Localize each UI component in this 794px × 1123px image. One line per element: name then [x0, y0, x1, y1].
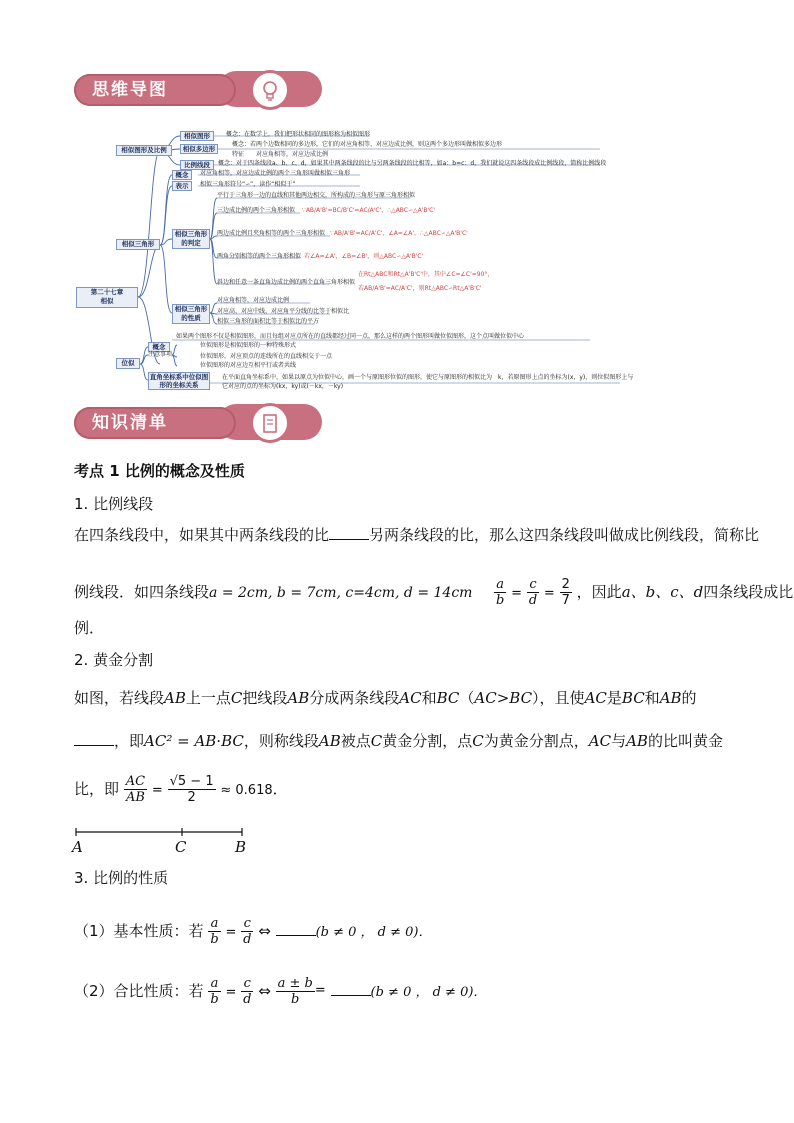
- leaf-17: 位似图形，对应顶点的连线所在的直线相交于一点: [200, 353, 333, 360]
- sub-homothety-concept: 概念: [148, 342, 170, 352]
- leaf-9: 两边成比例且夹角相等的两个三角形相似: [217, 230, 326, 237]
- p2-title: 2. 黄金分割: [74, 651, 154, 669]
- segment-label-a: A: [72, 838, 83, 856]
- p1-values: a = 2cm, b = 7cm, c=4cm, d = 14cm: [209, 585, 473, 601]
- p2-line2: ，即AC² = AB·BC，则称线段AB被点C黄金分割，点C为黄金分割点，AC与AB的比叫黄金: [74, 731, 723, 751]
- p1-text-b: 另两条线段的比，那么这四条线段叫做成比例线段，简称比: [369, 526, 760, 544]
- leaf-2: 概念：若两个边数相同的多边形，它们的对应角相等、对应边成比例，则这两个多边形叫做相似多边形: [232, 141, 503, 148]
- p1-line2: 例线段．如四条线段a = 2cm, b = 7cm, c=4cm, d = 14cm $\frac{a}{b}$ = $\frac{c}{d}$ = $\frac{2}{7}$ ，因此a、b、c、d四条线段成比: [74, 577, 794, 608]
- p1-text-f: 四条线段成比: [703, 583, 794, 601]
- notebook-icon: [250, 403, 290, 443]
- sub-judgement: 相似三角形的判定: [172, 229, 210, 249]
- leaf-8-formula: ∵AB/A'B'=BC/B'C'=AC/A'C'，∴△ABC∽△A'B'C': [302, 207, 435, 214]
- leaf-11-formula-a: 在Rt△ABC和Rt△A'B'C'中，其中∠C=∠C'=90°，: [358, 271, 494, 278]
- answer-blank[interactable]: [329, 525, 369, 540]
- p1-line1: [74, 525, 759, 545]
- p1-title: 1. 比例线段: [74, 495, 154, 513]
- leaf-14: 相似三角形的面积比等于相似比的平方: [217, 318, 320, 325]
- leaf-9-formula: ∵AB/A'B'=AC/A'C'，∠A=∠A'，∴△ABC∽△A'B'C': [330, 230, 468, 237]
- leaf-12: 对应角相等，对应边成比例: [217, 297, 290, 304]
- sub-coordinates: 直角坐标系中位似图形的坐标关系: [149, 373, 209, 389]
- branch-similar-triangles: 相似三角形: [116, 239, 160, 250]
- p3-title: 3. 比例的性质: [74, 869, 169, 887]
- golden-section-segment: [70, 826, 260, 862]
- leaf-5: 对应角相等，对应边成比例的两个三角形叫做相似三角形: [200, 170, 351, 177]
- p1-text-c: 例线段．如四条线段: [74, 583, 210, 601]
- leaf-16: 位似图形是相似图形的一种特殊形式: [200, 342, 297, 349]
- p1-text-e: a、b、c、d: [621, 583, 704, 601]
- answer-blank[interactable]: [331, 981, 371, 996]
- fraction-2-7: $\frac{2}{7}$: [561, 577, 570, 608]
- leaf-15: 如果两个图形不仅是相似图形，而且每组对应点所在的直线都经过同一点，那么这样的两个图形叫做位似图形，这个点叫做位似中心: [176, 333, 525, 340]
- knowledge-banner-title: 知识清单: [74, 407, 236, 439]
- branch-similar-figures: 相似图形及比例: [116, 145, 172, 156]
- leaf-1: 概念：在数学上，我们把形状相同的图形称为相似图形: [226, 131, 371, 138]
- p2-line1: 如图，若线段AB上一点C把线段AB分成两条线段AC和BC（AC>BC），且使AC是BC和AB的: [74, 689, 697, 707]
- sub-similar-figures: 相似图形: [180, 131, 214, 141]
- sub-properties: 相似三角形的性质: [172, 304, 210, 324]
- leaf-13: 对应高、对应中线、对应角平分线的比等于相似比: [217, 308, 350, 315]
- answer-blank[interactable]: [276, 921, 316, 936]
- sub-notes: 注意事项: [148, 351, 173, 358]
- p1-line3: 例．: [74, 619, 105, 637]
- knowledge-banner: [74, 407, 250, 441]
- leaf-4: 概念：对于四条线段a、b、c、d，如果其中两条线段的比与另两条线段的比相等，如a：b=c：d，我们就说这四条线段成比例线段，简称比例线段: [218, 160, 607, 167]
- segment-label-b: B: [235, 838, 247, 856]
- mindmap-root: 第二十七章 相似: [76, 287, 138, 308]
- mindmap-banner-title: 思维导图: [74, 74, 236, 106]
- fraction-c-d: $\frac{c}{d}$: [528, 577, 538, 608]
- p3-basic: （1）基本性质：若 $\frac{a}{b}$ = $\frac{c}{d}$ ⇔ (b ≠ 0 ， d ≠ 0)．: [74, 916, 432, 947]
- golden-ratio-fraction: $\frac{AC}{AB}$: [125, 774, 146, 805]
- leaf-10-formula: 若∠A=∠A'，∠B=∠B'，则△ABC∽△A'B'C': [304, 253, 424, 260]
- leaf-20: 它对应的点的坐标为(kx，ky)或(－kx，－ky): [222, 383, 344, 390]
- fraction-a-b: $\frac{a}{b}$: [496, 577, 505, 608]
- leaf-11: 斜边和任意一条直角边成比例的两个直角三角形相似: [217, 279, 356, 286]
- section-heading: 考点 1 比例的概念及性质: [74, 462, 245, 480]
- leaf-7: 平行于三角形一边的直线和其他两边相交，所构成的三角形与原三角形相似: [217, 192, 416, 199]
- golden-ratio-value: $\frac{√5 - 1}{2}$: [169, 774, 214, 805]
- segment-label-c: C: [175, 838, 187, 856]
- answer-blank[interactable]: [74, 731, 114, 746]
- leaf-6: 相似三角形符号“∽”，读作“相似于”: [200, 181, 296, 188]
- p1-text-a: 在四条线段中，如果其中两条线段的比: [74, 526, 330, 544]
- sub-proportional-segments: 比例线段: [180, 160, 214, 170]
- leaf-10: 两角分别相等的两个三角形相似: [217, 253, 302, 260]
- leaf-8: 三边成比例的两个三角形相似: [217, 207, 296, 214]
- leaf-19: 在平面直角坐标系中，如果以原点为位似中心，画一个与原图形位似的图形，使它与原图形的相似比为 k，若原图形上点的坐标为(x，y)，则位似图形上与: [222, 374, 634, 381]
- leaf-11-formula-b: 若AB/A'B'=AC/A'C'，则Rt△ABC∽Rt△A'B'C': [358, 285, 482, 292]
- p1-text-d: ，因此: [576, 583, 622, 601]
- branch-homothety: 位似: [116, 358, 140, 369]
- leaf-18: 位似图形的对应边互相平行或者共线: [200, 362, 297, 369]
- p3-sum: （2）合比性质：若 $\frac{a}{b}$ = $\frac{c}{d}$ ⇔ $\frac{a \pm b}{b}$ = (b ≠ 0 ， d ≠ 0)．: [74, 976, 487, 1007]
- sub-similar-polygons: 相似多边形: [180, 144, 218, 154]
- sub-concept: 概念: [172, 170, 192, 180]
- sub-notation: 表示: [172, 181, 192, 191]
- leaf-3: 特征 对应角相等，对应边成比例: [232, 151, 329, 158]
- p2-line3: 比，即 $\frac{AC}{AB}$ = $\frac{√5 - 1}{2}$ ≈ 0.618．: [74, 774, 288, 805]
